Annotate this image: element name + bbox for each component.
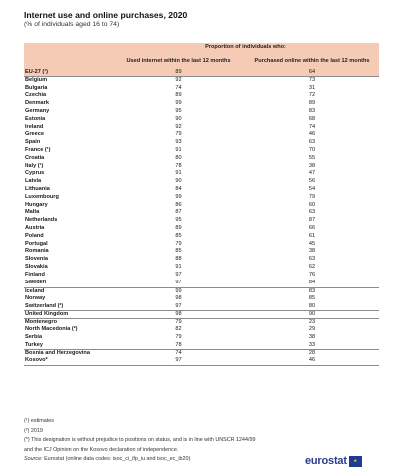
table-row <box>24 256 379 264</box>
internet-value: 99 <box>175 100 182 107</box>
online-value: 63 <box>308 256 316 263</box>
country-name: United Kingdom <box>24 311 112 319</box>
online-value: 73 <box>245 77 379 85</box>
country-name: Serbia <box>25 334 43 341</box>
table-row <box>24 225 379 233</box>
internet-value: 95 <box>175 217 182 224</box>
internet-value: 93 <box>175 139 182 146</box>
table-row <box>24 357 379 365</box>
country-name: Cyprus <box>25 170 45 177</box>
internet-value: 97 <box>175 271 182 278</box>
online-value: 38 <box>308 162 316 169</box>
online-value: 46 <box>245 357 379 365</box>
table-row <box>24 264 379 272</box>
source-line <box>24 455 256 465</box>
country-name: Portugal <box>25 240 48 247</box>
footnote-kosovo-cont: and the ICJ Opinion on the Kosovo declaration of independence. <box>24 446 179 453</box>
table-row <box>24 295 379 303</box>
internet-value: 89 <box>112 69 245 77</box>
internet-value: 99 <box>112 287 245 295</box>
table-row <box>24 326 379 334</box>
table-row <box>24 311 379 319</box>
country-name: Iceland <box>24 287 112 295</box>
online-value: 61 <box>308 232 316 239</box>
online-value: 29 <box>308 326 316 333</box>
online-value: 72 <box>308 92 316 99</box>
table-row <box>24 319 379 327</box>
country-name: Switzerland (²) <box>25 302 64 309</box>
online-value: 23 <box>245 319 379 327</box>
internet-value: 92 <box>175 123 182 130</box>
internet-value: 84 <box>175 186 182 193</box>
table-row <box>24 131 379 139</box>
online-value: 38 <box>308 248 316 255</box>
country-name: Norway <box>25 295 46 302</box>
table-row <box>24 92 379 100</box>
country-name: Lithuania <box>25 186 50 193</box>
online-value: 90 <box>245 311 379 319</box>
country-name: Bosnia and Herzegovina <box>24 350 112 358</box>
table-row <box>24 303 379 311</box>
online-value: 63 <box>308 209 316 216</box>
internet-value: 90 <box>175 115 182 122</box>
country-name: Slovakia <box>25 264 48 271</box>
country-name: Slovenia <box>25 256 49 263</box>
country-name: North Macedonia (²) <box>25 326 78 333</box>
online-value: 60 <box>308 201 316 208</box>
table-row <box>24 209 379 217</box>
country-name: Hungary <box>25 201 48 208</box>
table-row <box>24 178 379 186</box>
country-name: Sweden <box>25 279 47 286</box>
column-header-online: Purchased online within the last 12 months <box>245 53 379 69</box>
internet-value: 79 <box>175 334 182 341</box>
online-value: 84 <box>308 279 316 286</box>
internet-value: 78 <box>175 162 182 169</box>
online-value: 83 <box>308 108 316 115</box>
online-value: 46 <box>308 131 316 138</box>
online-value: 63 <box>308 139 316 146</box>
table-row <box>24 77 379 85</box>
table-row <box>24 202 379 210</box>
internet-value: 79 <box>175 240 182 247</box>
country-name: Italy (¹) <box>25 162 44 169</box>
internet-value: 85 <box>175 232 182 239</box>
internet-value: 79 <box>112 319 245 327</box>
online-value: 74 <box>308 123 316 130</box>
online-value: 87 <box>308 217 316 224</box>
internet-value: 98 <box>112 311 245 319</box>
group-header: Proportion of individuals who: <box>112 43 379 53</box>
country-name: Montenegro <box>24 319 112 327</box>
table-row <box>24 233 379 241</box>
eu-flag-icon: ★ <box>349 456 362 467</box>
source-text: Eurostat (online data codes: isoc_ci_ifp_iu and isoc_ec_ib20) <box>44 456 191 463</box>
online-value: 28 <box>245 350 379 358</box>
table-row <box>24 155 379 163</box>
table-row <box>24 108 379 116</box>
table-row <box>24 163 379 171</box>
country-name: France (¹) <box>25 147 51 154</box>
country-name: Germany <box>25 108 50 115</box>
logo-text: eurostat <box>305 455 347 467</box>
table-row <box>24 248 379 256</box>
internet-value: 78 <box>175 341 182 348</box>
internet-value: 99 <box>175 193 182 200</box>
country-name: Denmark <box>25 100 49 107</box>
country-name: Luxembourg <box>25 193 59 200</box>
source-label: Source: <box>24 456 43 463</box>
internet-value: 97 <box>175 279 182 286</box>
table-group-header-row <box>24 43 379 53</box>
table-row <box>24 272 379 280</box>
online-value: 79 <box>308 193 316 200</box>
country-name: Malta <box>25 209 40 216</box>
internet-value: 91 <box>175 170 182 177</box>
country-name: Netherlands <box>25 217 58 224</box>
online-value: 85 <box>308 295 316 302</box>
table-row <box>24 342 379 350</box>
internet-value: 89 <box>175 225 182 232</box>
online-value: 68 <box>308 115 316 122</box>
internet-value: 92 <box>112 77 245 85</box>
table-row <box>24 287 379 295</box>
online-value: 89 <box>308 100 316 107</box>
online-value: 54 <box>308 186 316 193</box>
table-row <box>24 280 379 288</box>
internet-value: 88 <box>175 256 182 263</box>
online-value: 47 <box>308 170 316 177</box>
country-name: Estonia <box>25 115 46 122</box>
table-row <box>24 85 379 93</box>
table-row <box>24 147 379 155</box>
country-name: Ireland <box>25 123 44 130</box>
table-row <box>24 194 379 202</box>
eurostat-logo <box>305 455 362 467</box>
online-value: 76 <box>308 271 316 278</box>
country-name: EU-27 (¹) <box>24 69 112 77</box>
online-value: 45 <box>308 240 316 247</box>
country-name: Belgium <box>24 77 112 85</box>
corner-cell <box>24 43 112 53</box>
table-row <box>24 241 379 249</box>
data-table <box>24 43 379 366</box>
footnote-estimates: (¹) estimates <box>24 418 54 424</box>
country-name: Poland <box>25 232 44 239</box>
internet-value: 97 <box>175 302 182 309</box>
table-row <box>24 124 379 132</box>
footnote-2019: (²) 2019 <box>24 427 43 434</box>
table-body <box>24 69 379 365</box>
table-row <box>24 100 379 108</box>
internet-value: 86 <box>175 201 182 208</box>
online-value: 31 <box>308 84 316 91</box>
online-value: 33 <box>308 341 316 348</box>
online-value: 38 <box>308 334 316 341</box>
country-name: Austria <box>25 225 45 232</box>
online-value: 55 <box>308 154 316 161</box>
country-name: Bulgaria <box>25 84 48 91</box>
online-value: 56 <box>308 178 316 185</box>
online-value: 62 <box>308 264 316 271</box>
country-name: Spain <box>25 139 41 146</box>
country-name: Latvia <box>25 178 42 185</box>
internet-value: 91 <box>175 264 182 271</box>
internet-value: 95 <box>175 108 182 115</box>
internet-value: 74 <box>112 350 245 358</box>
table-column-header-row <box>24 53 379 69</box>
country-name: Finland <box>25 271 45 278</box>
internet-value: 80 <box>175 154 182 161</box>
online-value: 70 <box>308 147 316 154</box>
country-name: Greece <box>25 131 44 138</box>
online-value: 64 <box>245 69 379 77</box>
internet-value: 89 <box>175 92 182 99</box>
page-subtitle: (% of individuals aged 16 to 74) <box>24 21 120 28</box>
footnotes <box>24 417 256 465</box>
table-row <box>24 170 379 178</box>
internet-value: 74 <box>175 84 182 91</box>
internet-value: 90 <box>175 178 182 185</box>
country-name: Turkey <box>25 341 43 348</box>
internet-value: 97 <box>112 357 245 365</box>
country-name: Romania <box>25 248 49 255</box>
table-row <box>24 350 379 358</box>
table-row <box>24 186 379 194</box>
internet-value: 98 <box>175 295 182 302</box>
online-value: 83 <box>245 287 379 295</box>
internet-value: 85 <box>175 248 182 255</box>
table-row <box>24 334 379 342</box>
internet-value: 87 <box>175 209 182 216</box>
table-row <box>24 69 379 77</box>
country-name: Croatia <box>25 154 45 161</box>
column-header-internet: Used internet within the last 12 months <box>112 53 245 69</box>
table-row <box>24 116 379 124</box>
online-value: 80 <box>308 302 316 309</box>
page-title: Internet use and online purchases, 2020 <box>24 10 188 20</box>
table-row <box>24 139 379 147</box>
online-value: 66 <box>308 225 316 232</box>
internet-value: 91 <box>175 147 182 154</box>
footnote-kosovo: (*) This designation is without prejudice to positions on status, and is in line with UNSCR 1244/99 <box>24 437 256 444</box>
table-row <box>24 217 379 225</box>
country-name: Kosovo* <box>24 357 112 365</box>
corner-cell <box>24 53 112 69</box>
internet-value: 79 <box>175 131 182 138</box>
internet-value: 82 <box>175 326 182 333</box>
country-name: Czechia <box>25 92 47 99</box>
